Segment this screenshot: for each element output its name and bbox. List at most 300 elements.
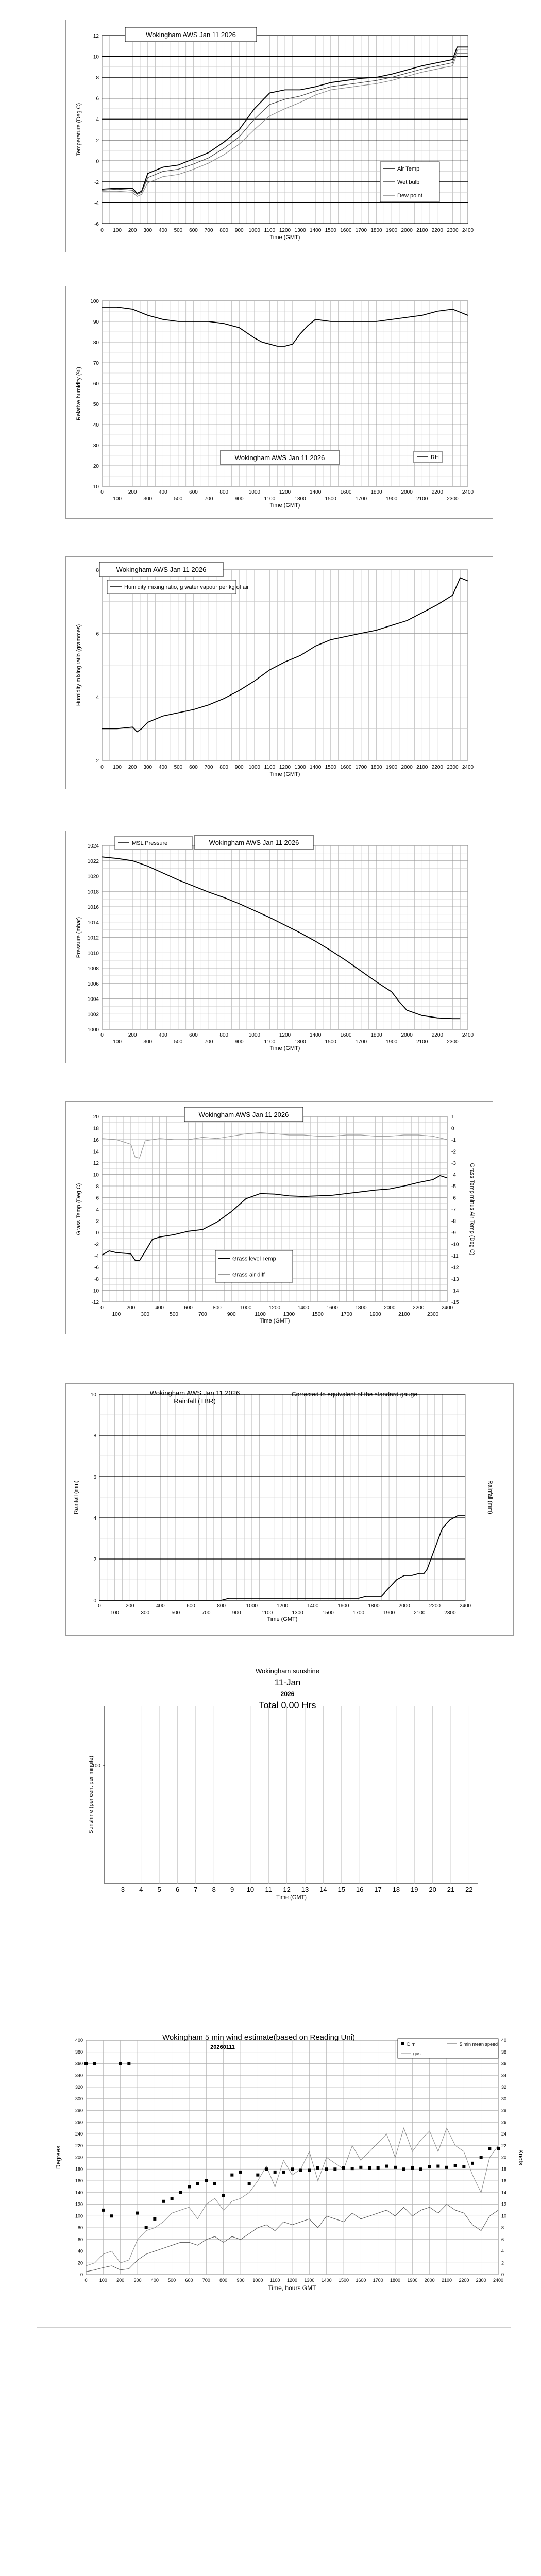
x-tick-label: 1400 (307, 1603, 319, 1609)
direction-point (480, 2156, 483, 2159)
x-tick-label: 1500 (338, 2278, 349, 2283)
y-tick-label: 220 (75, 2143, 83, 2148)
y-right-tick-label: 32 (501, 2084, 507, 2090)
direction-point (308, 2169, 311, 2172)
y-tick-label: -2 (94, 179, 99, 185)
x-tick-label: 1200 (279, 765, 291, 770)
x-tick-label: 1600 (340, 765, 352, 770)
y-tick-label: 0 (93, 1598, 96, 1604)
y-right-tick-label: -9 (451, 1230, 456, 1236)
y-tick-label: 8 (96, 568, 99, 573)
x-tick-label: 100 (113, 496, 122, 502)
y-tick-label: 320 (75, 2084, 83, 2090)
y-tick-label: 14 (93, 1149, 99, 1155)
chart-title: Wokingham AWS Jan 11 2026 (209, 839, 299, 846)
y-tick-label: 200 (75, 2155, 83, 2160)
y-tick-label: 1010 (87, 951, 99, 957)
x-tick-label: 700 (204, 496, 213, 502)
x-tick-label: 19 (410, 1886, 418, 1893)
x-tick-label: 1900 (385, 228, 398, 233)
x-tick-label: 900 (234, 496, 244, 502)
x-tick-label: 1800 (368, 1603, 380, 1609)
x-tick-label: 2100 (416, 496, 428, 502)
x-tick-label: 1900 (385, 765, 398, 770)
sunshine-chart (81, 1662, 493, 1906)
x-tick-label: 2300 (447, 496, 459, 502)
direction-point (359, 2166, 362, 2169)
x-tick-label: 300 (143, 1039, 153, 1045)
y-tick-label: 40 (77, 2248, 83, 2254)
x-tick-label: 500 (174, 228, 183, 233)
x-axis-label: Time (GMT) (269, 1045, 300, 1052)
x-tick-label: 2300 (447, 765, 459, 770)
x-tick-label: 200 (125, 1603, 134, 1609)
x-tick-label: 7 (194, 1886, 198, 1893)
x-tick-label: 1300 (294, 496, 306, 502)
x-tick-label: 100 (113, 765, 122, 770)
y-tick-label: 1006 (87, 981, 99, 987)
humidity-mixing-ratio-plot (66, 557, 494, 790)
y-tick-label: 50 (93, 402, 99, 408)
direction-point (213, 2182, 216, 2185)
y-right-axis-label: Grass Temp minus Air Temp (Deg C) (469, 1163, 475, 1256)
x-tick-label: 15 (337, 1886, 345, 1893)
chart-title: Wokingham AWS Jan 11 2026 (198, 1111, 289, 1118)
x-tick-label: 1100 (255, 1312, 266, 1317)
x-tick-label: 1800 (355, 1305, 367, 1311)
x-tick-label: 1400 (310, 228, 322, 233)
x-tick-label: 0 (84, 2278, 88, 2283)
x-tick-label: 600 (189, 228, 198, 233)
y-tick-label: 1016 (87, 905, 99, 910)
x-tick-label: 0 (100, 489, 104, 495)
chart-title: Wokingham 5 min wind estimate(based on Reading Uni) (162, 2033, 356, 2042)
y-tick-label: 1022 (87, 858, 99, 865)
x-tick-label: 1100 (261, 1610, 273, 1616)
x-tick-label: 700 (204, 228, 213, 233)
direction-point (230, 2174, 233, 2177)
x-tick-label: 1700 (355, 765, 367, 770)
direction-point (299, 2169, 302, 2172)
x-tick-label: 500 (174, 1039, 183, 1045)
y-right-tick-label: -8 (451, 1218, 456, 1225)
x-tick-label: 6 (175, 1886, 180, 1893)
x-tick-label: 1000 (246, 1603, 258, 1609)
y-right-tick-label: -15 (451, 1300, 459, 1306)
x-tick-label: 100 (113, 228, 122, 233)
x-axis-label: Time (GMT) (276, 1894, 307, 1901)
y-right-tick-label: -7 (451, 1207, 456, 1213)
y-right-tick-label: -12 (451, 1265, 459, 1271)
x-tick-label: 600 (184, 1305, 193, 1311)
y-tick-label: 20 (93, 464, 99, 469)
direction-point (205, 2179, 208, 2182)
y-right-tick-label: -4 (451, 1172, 456, 1178)
x-tick-label: 300 (143, 496, 153, 502)
x-tick-label: 2200 (431, 489, 443, 495)
humidity-mixing-ratio-chart (65, 556, 493, 789)
x-tick-label: 900 (236, 2278, 245, 2283)
legend-entry: RH (431, 454, 439, 461)
x-tick-label: 1000 (248, 489, 260, 495)
x-tick-label: 1700 (341, 1312, 352, 1317)
y-tick-label: 360 (75, 2061, 83, 2066)
msl-pressure-chart (65, 831, 493, 1063)
direction-point (265, 2167, 268, 2171)
y-tick-label: 8 (96, 75, 99, 81)
y-tick-label: 2 (96, 758, 99, 764)
y-tick-label: 1008 (87, 966, 99, 972)
y-right-tick-label: 0 (451, 1126, 454, 1132)
x-tick-label: 1800 (370, 765, 382, 770)
x-tick-label: 1100 (264, 496, 276, 502)
x-tick-label: 1200 (268, 1305, 281, 1311)
x-tick-label: 2000 (424, 2278, 435, 2283)
y-tick-label: 70 (93, 361, 99, 366)
x-tick-label: 900 (227, 1312, 236, 1317)
x-tick-label: 700 (202, 2278, 210, 2283)
y-tick-label: -6 (94, 1265, 99, 1271)
x-tick-label: 100 (112, 1312, 121, 1317)
y-tick-label: 300 (75, 2096, 83, 2102)
direction-point (188, 2185, 191, 2188)
x-tick-label: 2400 (462, 1032, 474, 1038)
wind-plot (37, 2032, 541, 2318)
x-tick-label: 2000 (398, 1603, 410, 1609)
y-tick-label: 380 (75, 2049, 83, 2055)
y-right-tick-label: 10 (501, 2213, 507, 2219)
y-right-tick-label: 28 (501, 2108, 507, 2113)
x-tick-label: 1500 (322, 1610, 334, 1616)
x-tick-label: 4 (139, 1886, 143, 1893)
x-tick-label: 1100 (269, 2278, 280, 2283)
y-tick-label: 340 (75, 2073, 83, 2078)
chart-subtitle: 20260111 (210, 2044, 235, 2050)
page-divider (37, 2327, 511, 2328)
y-tick-label: 280 (75, 2108, 83, 2113)
x-tick-label: 1900 (383, 1610, 395, 1616)
air-temperature-chart (65, 20, 493, 252)
x-tick-label: 1300 (283, 1312, 295, 1317)
direction-point (454, 2164, 457, 2167)
x-tick-label: 2100 (441, 2278, 452, 2283)
x-tick-label: 2000 (384, 1305, 396, 1311)
y-tick-label: 180 (75, 2166, 83, 2172)
x-tick-label: 2200 (431, 765, 443, 770)
y-right-tick-label: -5 (451, 1184, 456, 1190)
x-tick-label: 14 (319, 1886, 327, 1893)
y-tick-label: 4 (96, 117, 99, 123)
y-right-tick-label: 4 (501, 2248, 504, 2254)
wind-chart (37, 2032, 541, 2318)
x-tick-label: 1400 (297, 1305, 309, 1311)
y-right-tick-label: -1 (451, 1138, 456, 1143)
x-tick-label: 800 (219, 2278, 228, 2283)
y-axis-label: Grass Temp (Deg C) (76, 1183, 82, 1235)
y-tick-label: 18 (93, 1126, 99, 1132)
y-tick-label: 90 (93, 319, 99, 325)
x-tick-label: 2100 (414, 1610, 426, 1616)
x-tick-label: 2300 (427, 1312, 439, 1317)
x-tick-label: 500 (174, 765, 183, 770)
y-tick-label: 100 (75, 2213, 83, 2219)
y-tick-label: 6 (93, 1475, 96, 1480)
x-tick-label: 1400 (310, 489, 322, 495)
direction-point (351, 2167, 354, 2170)
x-tick-label: 21 (447, 1886, 455, 1893)
y-right-tick-label: 16 (501, 2178, 507, 2183)
y-tick-label: 4 (96, 694, 99, 701)
direction-point (171, 2197, 174, 2200)
x-tick-label: 17 (374, 1886, 382, 1893)
direction-point (471, 2162, 474, 2165)
legend-entry: Humidity mixing ratio, g water vapour per kg of air (124, 584, 249, 590)
y-tick-label: 1000 (87, 1027, 99, 1033)
x-tick-label: 1300 (292, 1610, 303, 1616)
y-right-tick-label: 22 (501, 2143, 507, 2148)
y-right-tick-label: -6 (451, 1195, 456, 1201)
direction-point (93, 2062, 96, 2065)
y-right-tick-label: -2 (451, 1149, 456, 1155)
chart-year: 2026 (280, 1690, 295, 1698)
y-tick-label: 60 (93, 381, 99, 387)
x-tick-label: 0 (100, 228, 104, 233)
direction-point (445, 2166, 448, 2169)
x-tick-label: 600 (189, 1032, 198, 1038)
y-axis-label: Rainfall (mm) (73, 1480, 79, 1514)
y-tick-label: -4 (94, 200, 99, 207)
x-tick-label: 500 (168, 2278, 176, 2283)
x-tick-label: 1100 (264, 1039, 276, 1045)
x-tick-label: 100 (99, 2278, 107, 2283)
x-tick-label: 2000 (401, 765, 413, 770)
x-tick-label: 200 (116, 2278, 125, 2283)
x-tick-label: 100 (110, 1610, 119, 1616)
direction-point (162, 2200, 165, 2203)
sunshine-plot (81, 1662, 494, 1907)
direction-point (428, 2165, 431, 2168)
x-tick-label: 8 (212, 1886, 216, 1893)
x-tick-label: 900 (234, 228, 244, 233)
x-tick-label: 1600 (340, 1032, 352, 1038)
x-tick-label: 1300 (294, 1039, 306, 1045)
y-tick-label: 10 (90, 1392, 96, 1398)
x-tick-label: 1000 (252, 2278, 263, 2283)
y-tick-label: 6 (96, 96, 99, 102)
x-tick-label: 1900 (385, 496, 398, 502)
grass-temperature-chart (65, 1101, 493, 1334)
chart-date: 11-Jan (274, 1677, 301, 1687)
x-tick-label: 800 (212, 1305, 222, 1311)
y-tick-label: 10 (93, 1172, 99, 1178)
x-tick-label: 700 (204, 765, 213, 770)
legend-entry: Dew point (397, 193, 422, 199)
x-tick-label: 1800 (370, 489, 382, 495)
x-tick-label: 1500 (312, 1312, 324, 1317)
y-tick-label: 80 (77, 2225, 83, 2230)
x-tick-label: 2400 (462, 765, 474, 770)
y-tick-label: 120 (75, 2201, 83, 2207)
x-tick-label: 1400 (310, 1032, 322, 1038)
y-right-tick-label: -13 (451, 1277, 459, 1282)
x-tick-label: 200 (128, 765, 137, 770)
x-tick-label: 10 (246, 1886, 255, 1893)
x-tick-label: 700 (198, 1312, 207, 1317)
y-right-tick-label: 18 (501, 2166, 507, 2172)
y-tick-label: 8 (96, 1184, 99, 1190)
y-axis-label: Humidity mixing ratio (grammes) (76, 624, 82, 706)
direction-point (377, 2166, 380, 2170)
y-tick-label: 160 (75, 2178, 83, 2183)
x-axis-label: Time, hours GMT (268, 2284, 316, 2292)
y-tick-label: -2 (94, 1242, 99, 1248)
x-tick-label: 800 (219, 489, 229, 495)
y-tick-label: 4 (96, 1207, 99, 1213)
x-tick-label: 1900 (385, 1039, 398, 1045)
legend-swatch (401, 2042, 404, 2045)
rainfall-chart (65, 1383, 514, 1636)
x-tick-label: 1200 (279, 489, 291, 495)
direction-point (342, 2166, 345, 2170)
direction-point (436, 2165, 439, 2168)
x-tick-label: 1100 (264, 765, 276, 770)
y-tick-label: 2 (96, 138, 99, 144)
x-tick-label: 1500 (325, 1039, 336, 1045)
x-tick-label: 2200 (459, 2278, 469, 2283)
direction-point (84, 2062, 88, 2065)
direction-point (325, 2167, 328, 2171)
y-tick-label: -8 (94, 1277, 99, 1282)
x-tick-label: 1700 (355, 496, 367, 502)
x-tick-label: 300 (133, 2278, 142, 2283)
y-right-tick-label: 30 (501, 2096, 507, 2102)
y-tick-label: -12 (91, 1300, 99, 1306)
x-tick-label: 1600 (340, 228, 352, 233)
x-tick-label: 2200 (431, 228, 443, 233)
x-tick-label: 500 (174, 496, 183, 502)
x-tick-label: 2400 (441, 1305, 453, 1311)
y-axis-label: Temperature (Deg C) (76, 103, 82, 157)
x-tick-label: 700 (204, 1039, 213, 1045)
direction-point (127, 2062, 130, 2065)
y-tick-label: 30 (93, 443, 99, 449)
legend-entry: gust (413, 2051, 422, 2056)
y-tick-label: 260 (75, 2120, 83, 2125)
x-tick-label: 1700 (352, 1610, 365, 1616)
x-tick-label: 600 (187, 1603, 195, 1609)
direction-point (488, 2147, 491, 2150)
legend-entry: Wet bulb (397, 179, 420, 185)
y-tick-label: 1024 (87, 843, 99, 849)
y-tick-label: 40 (93, 422, 99, 428)
direction-point (291, 2167, 294, 2171)
x-tick-label: 300 (143, 228, 153, 233)
y-tick-label: 16 (93, 1138, 99, 1143)
y-tick-label: -4 (94, 1253, 99, 1259)
x-tick-label: 2300 (476, 2278, 486, 2283)
y-right-tick-label: 8 (501, 2225, 504, 2230)
y-tick-label: 4 (93, 1516, 96, 1521)
y-right-tick-label: -3 (451, 1161, 456, 1166)
x-tick-label: 1000 (248, 1032, 260, 1038)
x-tick-label: 1500 (325, 228, 336, 233)
x-tick-label: 400 (158, 1032, 167, 1038)
x-tick-label: 600 (189, 765, 198, 770)
legend-entry: Grass-air diff (232, 1272, 265, 1278)
direction-point (256, 2174, 259, 2177)
y-tick-label: 1020 (87, 874, 99, 880)
y-tick-label: 20 (77, 2260, 83, 2266)
x-tick-label: 1500 (325, 496, 336, 502)
x-tick-label: 1500 (325, 765, 336, 770)
x-tick-label: 2100 (416, 228, 428, 233)
y-tick-label: 10 (93, 484, 99, 490)
y-tick-label: 1012 (87, 935, 99, 941)
y-tick-label: 8 (93, 1433, 96, 1439)
x-tick-label: 20 (429, 1886, 436, 1893)
y-right-tick-label: 2 (501, 2260, 504, 2266)
x-tick-label: 1200 (286, 2278, 298, 2283)
x-tick-label: 1600 (337, 1603, 349, 1609)
direction-point (145, 2226, 148, 2229)
y-right-axis-label: Rainfall (mm) (487, 1480, 493, 1514)
x-tick-label: 1700 (355, 1039, 367, 1045)
x-tick-label: 600 (185, 2278, 193, 2283)
x-tick-label: 1700 (373, 2278, 383, 2283)
y-tick-label: -6 (94, 222, 99, 227)
y-tick-label: 6 (96, 1195, 99, 1201)
relative-humidity-plot (66, 286, 494, 519)
air-temperature-plot (66, 20, 494, 253)
x-tick-label: 600 (189, 489, 198, 495)
x-tick-label: 1700 (355, 228, 367, 233)
y-tick-label: 1002 (87, 1012, 99, 1018)
x-tick-label: 1200 (276, 1603, 289, 1609)
direction-point (333, 2167, 336, 2171)
y-axis-label: Degrees (55, 2145, 62, 2170)
grass-temperature-plot (66, 1102, 494, 1335)
y-tick-label: 0 (80, 2272, 83, 2277)
x-tick-label: 400 (150, 2278, 159, 2283)
x-tick-label: 800 (219, 228, 229, 233)
x-tick-label: 2300 (447, 228, 459, 233)
x-tick-label: 700 (201, 1610, 211, 1616)
y-tick-label: 1018 (87, 889, 99, 895)
rainfall-plot (66, 1384, 514, 1636)
x-tick-label: 0 (100, 1032, 104, 1038)
y-right-tick-label: 6 (501, 2236, 504, 2242)
x-tick-label: 1800 (370, 1032, 382, 1038)
x-axis-label: Time (GMT) (269, 771, 300, 777)
direction-point (394, 2166, 397, 2169)
legend-entry: 5 min mean speed (460, 2042, 498, 2047)
chart-title: Wokingham AWS Jan 11 2026 (146, 31, 236, 39)
direction-point (411, 2166, 414, 2170)
x-tick-label: 16 (356, 1886, 364, 1893)
chart-title: Wokingham AWS Jan 11 2026 (234, 454, 325, 462)
x-tick-label: 0 (100, 1305, 104, 1311)
direction-point (274, 2171, 277, 2174)
direction-point (282, 2171, 285, 2174)
direction-point (462, 2165, 465, 2168)
y-tick-label: 400 (75, 2038, 83, 2043)
x-tick-label: 200 (128, 1032, 137, 1038)
y-right-tick-label: 14 (501, 2190, 507, 2195)
y-right-tick-label: -10 (451, 1242, 459, 1248)
y-right-tick-label: -11 (451, 1253, 459, 1259)
x-tick-label: 2000 (401, 228, 413, 233)
direction-point (119, 2062, 122, 2065)
